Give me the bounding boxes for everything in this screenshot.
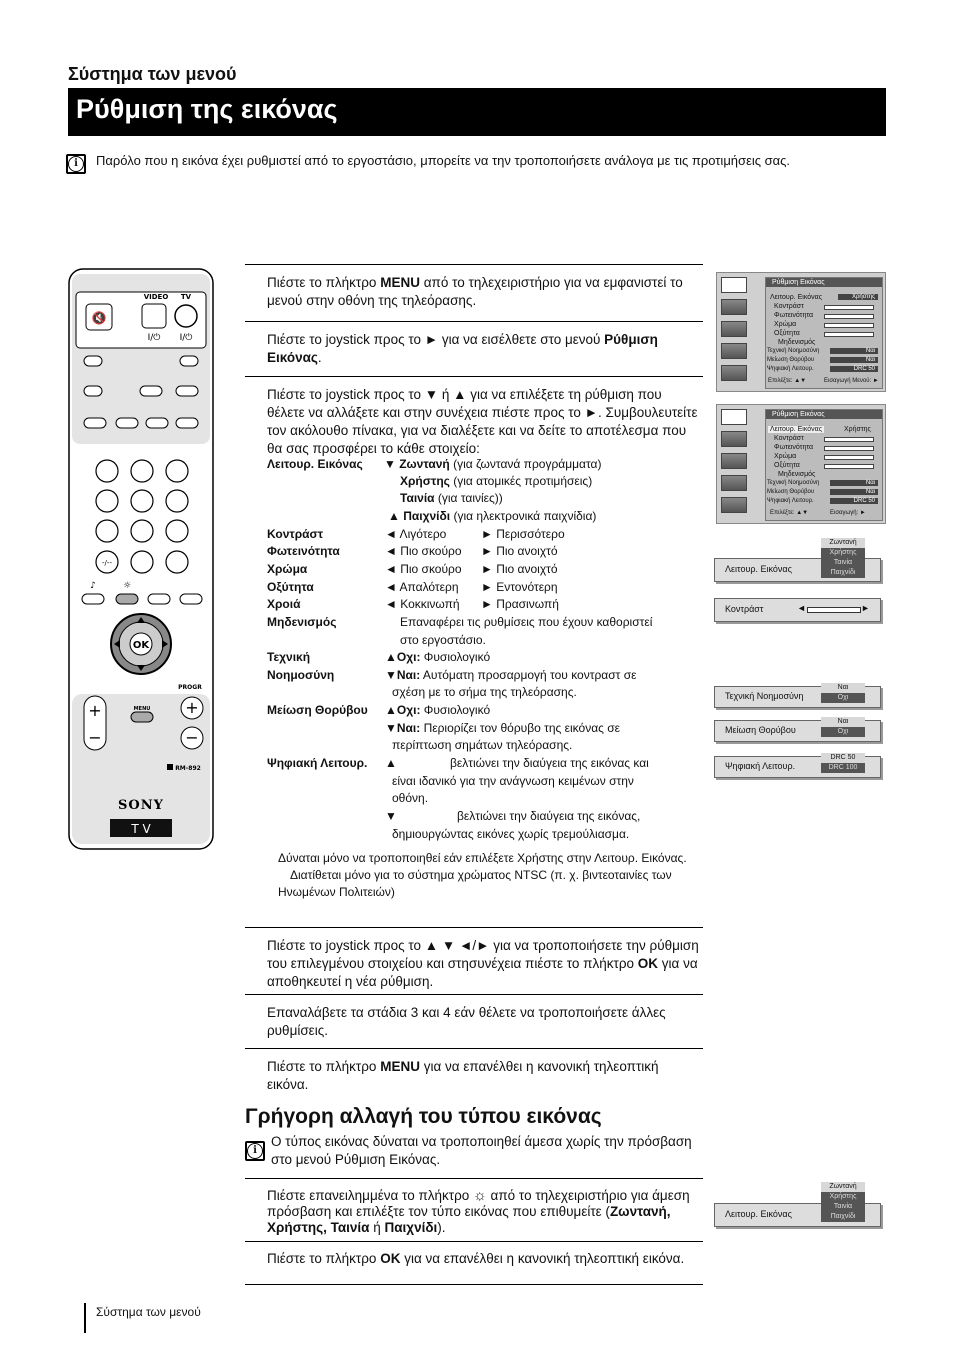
svg-text:-/--: -/-- <box>102 559 112 567</box>
sound-menu-icon <box>721 299 747 315</box>
svg-text:☼: ☼ <box>122 581 132 591</box>
osd-menu-screen-1: Ρύθμιση Εικόνας Λειτουρ. Εικόνας Χρήστης Κοντράστ Φωτεινότητα Χρώμα Οξύτητα Μηδενισμός Τεχνική Νοημοσύνη Ναι Μείωση Θορύβου Ναι Ψηφιακή Λειτουρ. DRC 50 Επιλέξτε: ▲▼ Εισαγωγή Μενού: ► <box>716 272 886 392</box>
svg-text:TV: TV <box>180 293 192 301</box>
osd-nr-selector: Μείωση Θορύβου <box>714 720 881 742</box>
features-menu-icon <box>721 453 747 469</box>
sound-menu-icon <box>721 431 747 447</box>
quick-step-1: Πιέστε επανειλημμένα το πλήκτρο ☼ από το τηλεχειριστήριο για άμεση πρόσβαση και επιλέξτε τον τύπο εικόνας που επιθυμείτε (Ζωντανή, Χρήστης, Ταινία ή Παιχνίδι). <box>245 1178 703 1242</box>
osd-mode-list: Ζωντανή Χρήστης Ταινία Παιχνίδι <box>821 538 865 578</box>
section-title: Σύστημα των μενού <box>68 64 237 84</box>
page-title: Ρύθμιση της εικόνας <box>68 88 886 136</box>
settings-table: Λειτουρ. Εικόνας ▼ Ζωντανή (για ζωντανά προγράμματα) Χρήστης (για ατομικές προτιμήσεις) Ταινία (για ταινίες)) ▲ Παιχνίδι (για ηλεκτρονικά παιχνίδια) Κοντράστ ◄ Λιγότερο ► Περισσότερο Φωτεινότητα ◄ Πιο σκούρο ► Πιο ανοιχτό Χρώμα ◄ Πιο σκούρο ► Πιο ανοιχτό Οξύτητα ◄ Απαλότερη ► Εντονότερη Χροιά ◄ Κοκκινωπή ► Πρασινωπή Μηδενισμός Επαναφέρει τις ρυθμίσεις που έχουν καθοριστεί στο εργοστάσιο. Τεχνική Νοημοσύνη ▲Οχι: Φυσιολογικό ▼Ναι: Αυτόματη προσαρμογή του κοντραστ σε σχέση με το σήμα της τηλεόρασης. Μείωση Θορύβου ▲Οχι: Φυσιολογικό ▼Ναι: Περιορίζει τον θόρυβο της εικόνας σε περίπτωση σημάτων τηλεόρασης. Ψηφιακή Λειτουρ. ▲ βελτιώνει την διαύγεια της εικόνας και είναι ιδανικό για την ανάγνωση κειμένων στην οθόνη. ▼ βελτιώνει την διαύγεια της εικόνας, δημιουργώντας εικόνες χωρίς τρεμούλιασμα. <box>267 457 653 841</box>
osd-mode-list-quick: Ζωντανή Χρήστης Ταινία Παιχνίδι <box>821 1182 865 1222</box>
preset-menu-icon <box>721 365 747 381</box>
osd-title: Ρύθμιση Εικόνας <box>766 410 882 419</box>
osd-digital-selector: Ψηφιακή Λειτουρ. <box>714 756 881 778</box>
svg-text:I/⏻: I/⏻ <box>179 333 193 343</box>
osd-digital-list: DRC 50 DRC 100 <box>821 753 865 773</box>
osd-menu-screen-2: Ρύθμιση Εικόνας Λειτουρ. Εικόνας Χρήστης Κοντράστ Φωτεινότητα Χρώμα Οξύτητα Μηδενισμός Τεχνική Νοημοσύνη Ναι Μείωση Θορύβου Ναι Ψηφιακή Λειτουρ. DRC 50 Επιλέξτε: ▲▼ Εισαγωγή: ► <box>716 404 886 524</box>
intro-text: Παρόλο που η εικόνα έχει ρυθμιστεί από το εργοστάσιο, μπορείτε να την τροποποιήσετε ανάλογα με τις προτιμήσεις σας. <box>96 153 791 168</box>
preset-menu-icon <box>721 497 747 513</box>
svg-text:+: + <box>88 701 102 720</box>
features-menu-icon <box>721 321 747 337</box>
step-1: Πιέστε το πλήκτρο MENU από το τηλεχειριστήριο για να εμφανιστεί το μενού στην οθόνη της τηλεόρασης. <box>245 264 703 322</box>
svg-text:MENU: MENU <box>133 706 151 712</box>
osd-ai-list: Ναι Οχι <box>821 683 865 703</box>
quick-change-heading: Γρήγορη αλλαγή του τύπου εικόνας <box>245 1105 602 1128</box>
remote-control-illustration <box>68 268 214 850</box>
svg-text:PROGR: PROGR <box>178 684 202 691</box>
svg-text:♪: ♪ <box>90 581 96 591</box>
osd-mode-selector-quick: Λειτουρ. Εικόνας <box>714 1203 881 1227</box>
svg-text:RM-892: RM-892 <box>175 765 201 772</box>
quick-step-2: Πιέστε το πλήκτρο OK για να επανέλθει η κανονική τηλεοπτική εικόνα. <box>245 1241 703 1285</box>
footer-rule <box>84 1303 86 1333</box>
footer-text: Σύστημα των μενού <box>96 1305 201 1319</box>
osd-nr-list: Ναι Οχι <box>821 717 865 737</box>
note-1: Δύναται μόνο να τροποποιηθεί εάν επιλέξετε Χρήστης στην Λειτουρ. Εικόνας. <box>278 851 687 865</box>
picture-menu-icon <box>721 409 747 425</box>
svg-text:🔇: 🔇 <box>91 311 107 325</box>
svg-text:T V: T V <box>131 822 151 836</box>
svg-text:−: − <box>185 728 199 747</box>
osd-mode-selector: Λειτουρ. Εικόνας <box>714 558 881 582</box>
osd-title: Ρύθμιση Εικόνας <box>766 278 882 287</box>
remote-ok-label: OK <box>132 640 150 651</box>
picture-button-icon: ☼ <box>473 1187 487 1204</box>
step-4: Πιέστε το joystick προς το ▲ ▼ ◄/► για να τροποποιήσετε την ρύθμιση του επιλεγμένου στοιχείου και στησυνέχεια πιέστε το πλήκτρο OK για να αποθηκευτεί η νέα ρύθμιση. <box>245 927 703 995</box>
svg-text:+: + <box>185 698 199 717</box>
step-6: Πιέστε το πλήκτρο MENU για να επανέλθει η κανονική τηλεοπτική εικόνα. <box>245 1048 703 1098</box>
step-3: Πιέστε το joystick προς το ▼ ή ▲ για να επιλέξετε τη ρύθμιση που θέλετε να αλλάξετε και στην συνέχεια πιέστε προς το ►. Συμβουλευτείτε τον ακόλουθο πίνακα, για να διαλέξετε και να δείτε το αποτέλεσμα που θα σας προσφέρει το κάθε στοιχείο: <box>245 376 703 928</box>
svg-text:SONY: SONY <box>118 798 164 813</box>
quick-change-info: Ο τύπος εικόνας δύναται να τροποποιηθεί άμεσα χωρίς την πρόσβαση στο μενού Ρύθμιση Εικόνας. <box>271 1134 692 1167</box>
step-5: Επαναλάβετε τα στάδια 3 και 4 εάν θέλετε να τροποποιήσετε άλλες ρυθμίσεις. <box>245 994 703 1049</box>
setup-menu-icon <box>721 475 747 491</box>
info-icon: i <box>245 1141 265 1161</box>
notes <box>278 850 704 901</box>
info-icon: i <box>66 154 86 174</box>
osd-contrast-slider: Κοντράστ ◄ ► <box>714 598 881 622</box>
setup-menu-icon <box>721 343 747 359</box>
picture-menu-icon <box>721 277 747 293</box>
svg-text:VIDEO: VIDEO <box>143 293 169 301</box>
step-2: Πιέστε το joystick προς το ► για να εισέλθετε στο μενού Ρύθμιση Εικόνας. <box>245 321 703 377</box>
svg-text:−: − <box>88 728 102 747</box>
note-2: Διατίθεται μόνο για το σύστημα χρώματος NTSC (π. χ. βιντεοταινίες των Ηνωμένων Πολιτειών) <box>278 868 672 899</box>
osd-ai-selector: Τεχνική Νοημοσύνη <box>714 686 881 708</box>
svg-text:I/⏻: I/⏻ <box>147 333 161 343</box>
